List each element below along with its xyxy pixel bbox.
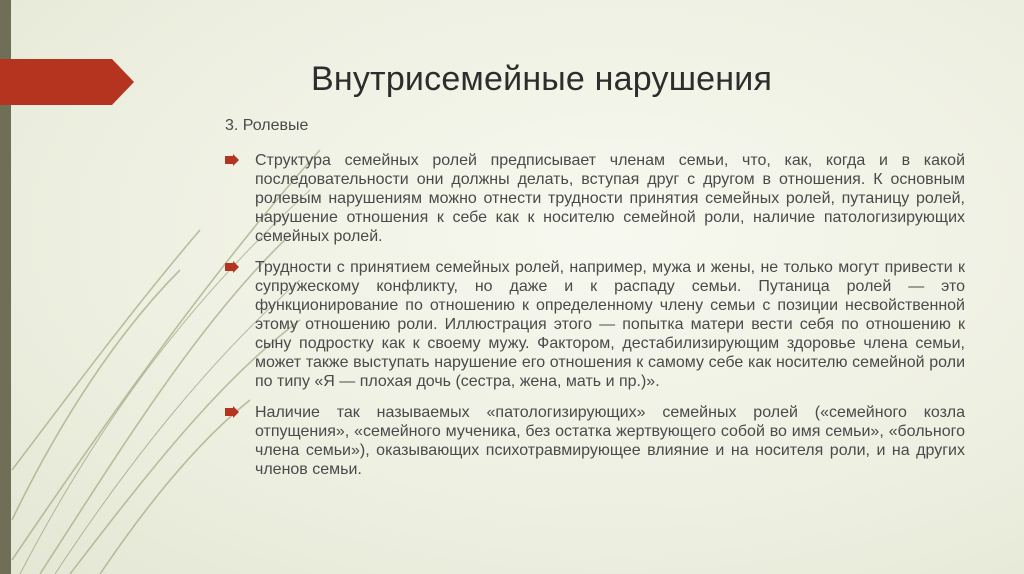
title-arrow-banner	[0, 59, 134, 105]
slide-content	[225, 116, 965, 491]
bullet-item	[225, 258, 965, 391]
bullet-text: Наличие так называемых «патологизирующих» семейных ролей («семейного козла отпущения», «семейного мученика, без остатка жертвующего собой во имя семьи», «больного члена семьи»), оказывающих психотравмирующее влияние и на носителя роли, и на других членов семьи.	[255, 404, 965, 478]
section-heading: 3. Ролевые	[225, 117, 309, 134]
bullet-text: Структура семейных ролей предписывает членам семьи, что, как, когда и в какой последовательности они должны делать, вступая друг с другом в отношения. К основным ролевым нарушениям можно отнести трудности принятия семейных ролей, путаницу ролей, нарушение отношения к себе как к носителю семейной роли, наличие патологизирующих семейных ролей.	[255, 152, 965, 245]
arrow-bullet-icon	[225, 261, 239, 273]
bullet-text: Трудности с принятием семейных ролей, например, мужа и жены, не только могут привести к супружескому конфликту, но даже и к распаду семьи. Путаница ролей — это функционирование по отношению к определенному члену семьи с позиции несвойственной этому отношению роли. Иллюстрация этого — попытка матери вести себя по отношению к сыну подростку как к своему мужу. Фактором, дестабилизирующим здоровье члена семьи, может также выступать нарушение его отношения к самому себе как носителю семейной роли по типу «Я — плохая дочь (сестра, жена, мать и пр.)».	[255, 259, 965, 390]
arrow-bullet-icon	[225, 406, 239, 418]
bullet-item	[225, 151, 965, 246]
bullet-item	[225, 403, 965, 479]
slide-title: Внутрисемейные нарушения	[311, 60, 773, 98]
arrow-bullet-icon	[225, 154, 239, 166]
